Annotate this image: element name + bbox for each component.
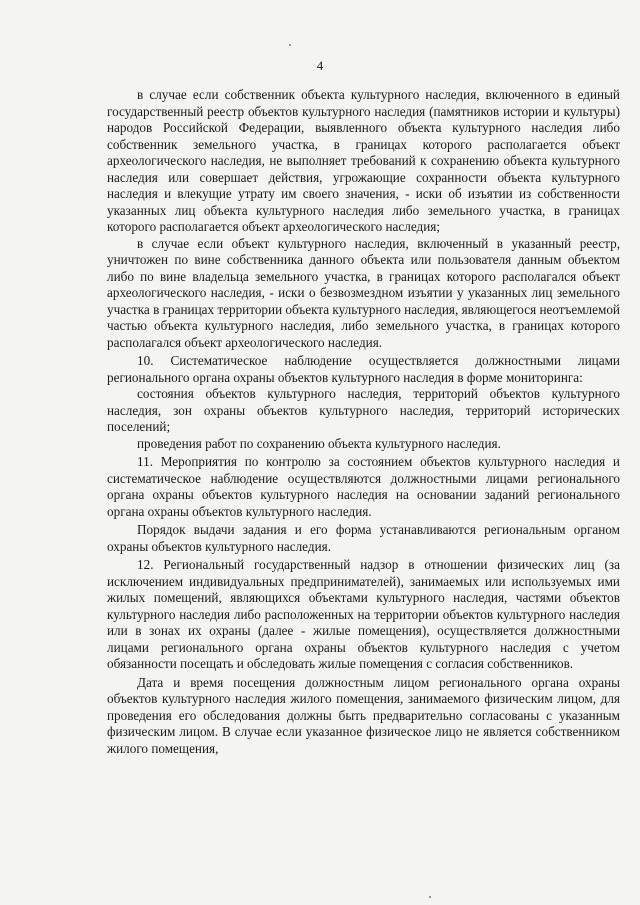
page-number: 4: [316, 58, 324, 73]
paragraph-1: в случае если собственник объекта культурного наследия, включенного в единый государственный реестр объектов культурного наследия (памятников истории и культуры) народов Российской Федерации, выявленного объекта культурного наследия либо собственник земельного участка, в границах которого располагается объект археологического наследия, не выполняет требований к сохранению объекта культурного наследия или совершает действия, угрожающие сохранности объекта культурного наследия и влекущие утрату им своего значения, - иски об изъятии из собственности указанных лиц объекта культурного наследия либо земельного участка, в границах которого располагается объект археологического наследия;: [107, 87, 620, 234]
document-body: [107, 87, 620, 757]
paragraph-9: Дата и время посещения должностным лицом регионального органа охраны объектов культурного наследия жилого помещения, занимаемого физическим лицом, для проведения его обследования должны быть предварительно согласованы с указанным физическим лицом. В случае если указанное физическое лицо не является собственником жилого помещения,: [107, 674, 620, 756]
paragraph-7: Порядок выдачи задания и его форма устанавливаются региональным органом охраны объектов культурного наследия.: [107, 522, 620, 554]
paragraph-3: 10. Систематическое наблюдение осуществляется должностными лицами регионального органа охраны объектов культурного наследия в форме мониторинга:: [107, 353, 620, 385]
paragraph-6: 11. Мероприятия по контролю за состоянием объектов культурного наследия и систематическое наблюдение осуществляются должностными лицами регионального органа охраны объектов культурного наследия на основании заданий регионального органа охраны объектов культурного наследия.: [107, 454, 620, 519]
paragraph-5: проведения работ по сохранению объекта культурного наследия.: [137, 435, 501, 451]
paragraph-4: состояния объектов культурного наследия, территорий объектов культурного наследия, зон охраны объектов культурного наследия, территорий исторических поселений;: [107, 386, 620, 434]
scan-speck: [429, 896, 431, 898]
scan-speck: [289, 44, 291, 46]
paragraph-8: 12. Региональный государственный надзор в отношении физических лиц (за исключением индивидуальных предпринимателей), занимаемых или используемых ими жилых помещений, являющихся объектами культурного наследия, частями объектов культурного наследия либо расположенных на территории объектов культурного наследия или в зонах их охраны (далее - жилые помещения), осуществляется должностными лицами регионального органа охраны объектов культурного наследия с учетом обязанности посещать и обследовать жилые помещения с согласия собственников.: [107, 557, 620, 671]
paragraph-2: в случае если объект культурного наследия, включенный в указанный реестр, уничтожен по вине собственника данного объекта или пользователя данным объектом либо по вине владельца земельного участка, в границах которого располагался объект археологического наследия, - иски о безвозмездном изъятии у указанных лиц земельного участка в границах территории объекта культурного наследия, являющегося неотъемлемой частью объекта культурного наследия, либо земельного участка, в границах которого располагался объект археологического наследия.: [107, 235, 620, 350]
